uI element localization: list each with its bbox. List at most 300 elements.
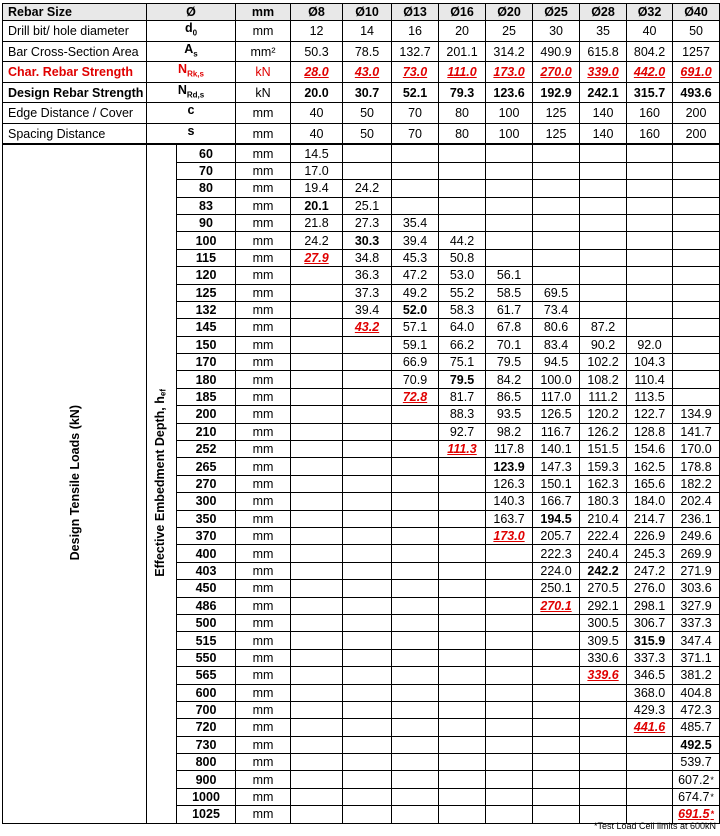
load-value — [580, 667, 627, 684]
load-value — [580, 388, 627, 405]
property-row — [3, 62, 720, 83]
property-unit: mm — [236, 21, 291, 42]
load-value — [291, 180, 343, 197]
property-value: 111.0 — [439, 62, 486, 83]
depth-unit: mm — [236, 423, 291, 440]
load-value-text: 404.8 — [680, 685, 712, 700]
load-value — [343, 771, 392, 788]
load-value — [673, 493, 720, 510]
load-value-text: 347.4 — [680, 633, 712, 648]
load-value — [291, 597, 343, 614]
size-header: Ø13 — [392, 4, 439, 21]
load-value — [627, 458, 673, 475]
embedment-depth: 403 — [177, 562, 236, 579]
load-value — [533, 406, 580, 423]
load-value-text: 87.2 — [590, 320, 616, 335]
property-value: 132.7 — [392, 41, 439, 62]
property-value: 80 — [439, 123, 486, 144]
load-value — [486, 754, 533, 771]
load-value-text: 80.6 — [543, 320, 569, 335]
load-value-text: 276.0 — [633, 581, 666, 596]
load-value — [291, 144, 343, 162]
load-value — [673, 267, 720, 284]
load-value — [343, 336, 392, 353]
load-value — [392, 510, 439, 527]
load-value — [343, 580, 392, 597]
load-value — [533, 806, 580, 823]
load-value — [580, 406, 627, 423]
load-value — [291, 458, 343, 475]
property-value: 1257 — [673, 41, 720, 62]
load-value — [343, 162, 392, 179]
load-value — [392, 162, 439, 179]
load-value — [392, 267, 439, 284]
embedment-depth: 132 — [177, 301, 236, 318]
load-value-text: 126.2 — [587, 424, 619, 439]
property-value: 140 — [580, 123, 627, 144]
load-value — [673, 527, 720, 544]
load-value — [580, 510, 627, 527]
load-value — [291, 667, 343, 684]
load-value — [291, 301, 343, 318]
embedment-depth: 80 — [177, 180, 236, 197]
load-value — [392, 771, 439, 788]
load-value-text: 25.1 — [354, 198, 380, 213]
property-value: 70 — [392, 123, 439, 144]
load-value-text: 55.2 — [449, 285, 475, 300]
load-value — [533, 441, 580, 458]
load-value — [533, 423, 580, 440]
load-value — [627, 580, 673, 597]
load-value-text: 27.9 — [304, 250, 329, 265]
load-value — [343, 423, 392, 440]
symbol-subscript: Rd,s — [186, 90, 205, 100]
load-value — [392, 736, 439, 753]
depth-unit: mm — [236, 701, 291, 718]
load-value — [439, 284, 486, 301]
load-value — [343, 754, 392, 771]
load-value-text: 429.3 — [633, 703, 666, 718]
property-row — [3, 82, 720, 103]
load-value — [343, 701, 392, 718]
load-value-text: 19.4 — [304, 181, 329, 196]
property-symbol — [147, 123, 236, 144]
load-value — [580, 458, 627, 475]
load-value — [533, 580, 580, 597]
load-value-text: 70.1 — [496, 337, 522, 352]
property-value: 73.0 — [392, 62, 439, 83]
load-value — [343, 788, 392, 805]
load-value-text: 607.2 — [678, 772, 710, 787]
embedment-depth: 486 — [177, 597, 236, 614]
load-value — [580, 493, 627, 510]
load-value — [439, 475, 486, 492]
load-value — [392, 649, 439, 666]
embedment-depth: 265 — [177, 458, 236, 475]
load-value — [627, 667, 673, 684]
load-value-text: 108.2 — [587, 372, 619, 387]
load-value — [392, 545, 439, 562]
symbol-letter: s — [187, 123, 195, 138]
load-value — [439, 249, 486, 266]
load-value — [627, 614, 673, 631]
load-value — [627, 423, 673, 440]
load-value-text: 222.4 — [587, 529, 619, 544]
embedment-depth: 900 — [177, 771, 236, 788]
embedment-depth: 120 — [177, 267, 236, 284]
depth-unit: mm — [236, 441, 291, 458]
load-value — [439, 458, 486, 475]
load-value — [580, 354, 627, 371]
load-value — [392, 249, 439, 266]
load-value — [392, 475, 439, 492]
load-value-text: 30.3 — [354, 233, 380, 248]
depth-label-main: Effective Embedment Depth, h — [152, 395, 167, 577]
load-value — [627, 719, 673, 736]
embedment-depth: 565 — [177, 667, 236, 684]
load-value — [673, 736, 720, 753]
load-value-text: 128.8 — [633, 424, 666, 439]
load-value — [439, 788, 486, 805]
load-value-text: 371.1 — [680, 650, 712, 665]
load-value-text: 66.9 — [402, 355, 428, 370]
embedment-depth: 170 — [177, 354, 236, 371]
load-value-text: 236.1 — [680, 511, 712, 526]
load-value — [533, 180, 580, 197]
load-value — [627, 180, 673, 197]
load-value — [580, 267, 627, 284]
load-value — [439, 267, 486, 284]
property-value: 201.1 — [439, 41, 486, 62]
load-value-text: 303.6 — [680, 581, 712, 596]
load-value — [392, 441, 439, 458]
load-value — [673, 301, 720, 318]
depth-unit: mm — [236, 249, 291, 266]
load-value — [673, 458, 720, 475]
load-value — [343, 597, 392, 614]
load-value-text: 47.2 — [402, 268, 428, 283]
load-value — [343, 649, 392, 666]
symbol-subscript: 0 — [192, 28, 198, 38]
load-value — [392, 197, 439, 214]
depth-unit: mm — [236, 614, 291, 631]
load-value — [343, 632, 392, 649]
load-value-text: 117.0 — [540, 390, 572, 405]
load-value — [533, 545, 580, 562]
depth-unit: mm — [236, 771, 291, 788]
load-value-text: 44.2 — [449, 233, 475, 248]
property-value: 14 — [343, 21, 392, 42]
load-value — [343, 284, 392, 301]
load-value — [291, 319, 343, 336]
load-value — [392, 406, 439, 423]
load-value — [533, 684, 580, 701]
depth-label-sub: ef — [158, 388, 168, 396]
load-value — [439, 354, 486, 371]
load-value — [533, 267, 580, 284]
load-value-text: 69.5 — [543, 285, 569, 300]
load-value — [580, 771, 627, 788]
load-value-text: 17.0 — [304, 163, 329, 178]
load-value-text: 116.7 — [540, 424, 572, 439]
load-value — [627, 562, 673, 579]
embedment-depth: 180 — [177, 371, 236, 388]
footnote: *Test Load Cell limits at 600kN — [593, 821, 716, 831]
load-value-text: 134.9 — [680, 407, 712, 422]
load-value — [533, 788, 580, 805]
load-value — [392, 354, 439, 371]
property-value: 804.2 — [627, 41, 673, 62]
load-row — [3, 144, 720, 162]
property-row — [3, 103, 720, 124]
load-value — [673, 545, 720, 562]
property-symbol — [147, 82, 236, 103]
load-value — [673, 423, 720, 440]
load-value — [343, 806, 392, 823]
load-value — [673, 684, 720, 701]
embedment-depth: 700 — [177, 701, 236, 718]
load-value-text: 90.2 — [590, 337, 616, 352]
load-value — [533, 371, 580, 388]
load-value — [439, 597, 486, 614]
symbol-letter: A — [184, 41, 194, 56]
load-value — [627, 510, 673, 527]
property-value: 270.0 — [533, 62, 580, 83]
load-value-text: 36.3 — [354, 268, 380, 283]
property-unit: kN — [236, 82, 291, 103]
load-value-text: 81.7 — [449, 390, 475, 405]
load-value — [673, 649, 720, 666]
size-header: Ø8 — [291, 4, 343, 21]
property-value: 123.6 — [486, 82, 533, 103]
load-value — [673, 441, 720, 458]
load-value — [580, 371, 627, 388]
property-label: Char. Rebar Strength — [3, 62, 147, 83]
load-value — [533, 354, 580, 371]
load-value — [343, 684, 392, 701]
load-value — [486, 197, 533, 214]
property-value: 691.0 — [673, 62, 720, 83]
load-value — [627, 144, 673, 162]
load-value — [673, 214, 720, 231]
property-value: 80 — [439, 103, 486, 124]
load-value — [580, 580, 627, 597]
load-value — [673, 771, 720, 788]
load-value-text: 117.8 — [493, 442, 525, 457]
load-value-text: 270.1 — [540, 598, 572, 613]
load-value — [392, 319, 439, 336]
property-value: 125 — [533, 123, 580, 144]
embedment-depth: 90 — [177, 214, 236, 231]
embedment-depth: 70 — [177, 162, 236, 179]
load-value — [291, 371, 343, 388]
depth-unit: mm — [236, 336, 291, 353]
load-value-text: 151.5 — [587, 442, 619, 457]
load-value — [486, 144, 533, 162]
load-value — [392, 284, 439, 301]
load-value-text: 180.3 — [587, 494, 619, 509]
load-value — [486, 545, 533, 562]
property-value: 52.1 — [392, 82, 439, 103]
property-value: 12 — [291, 21, 343, 42]
load-value-text: 79.5 — [449, 372, 475, 387]
symbol-letter: N — [178, 62, 188, 77]
load-value — [343, 475, 392, 492]
load-value-text: 381.2 — [680, 668, 712, 683]
load-value-text: 111.2 — [588, 390, 618, 405]
load-value-text: 485.7 — [680, 720, 712, 735]
load-value — [533, 719, 580, 736]
load-value — [439, 301, 486, 318]
load-value — [291, 649, 343, 666]
load-value — [533, 284, 580, 301]
property-value: 30 — [533, 21, 580, 42]
load-value — [291, 684, 343, 701]
load-value — [439, 319, 486, 336]
load-value — [291, 736, 343, 753]
load-value — [580, 632, 627, 649]
load-value — [291, 788, 343, 805]
load-value-text: 327.9 — [680, 598, 712, 613]
load-value — [343, 249, 392, 266]
property-value: 314.2 — [486, 41, 533, 62]
load-value-text: 104.3 — [633, 355, 666, 370]
property-value: 125 — [533, 103, 580, 124]
load-value — [291, 336, 343, 353]
embedment-depth: 720 — [177, 719, 236, 736]
load-value — [392, 597, 439, 614]
load-value-text: 21.8 — [304, 216, 329, 231]
load-value-text: 59.1 — [402, 337, 428, 352]
asterisk: * — [710, 792, 714, 803]
depth-unit: mm — [236, 510, 291, 527]
depth-unit: mm — [236, 458, 291, 475]
depth-unit: mm — [236, 388, 291, 405]
load-value-text: 315.9 — [633, 633, 666, 648]
load-value — [533, 771, 580, 788]
load-value — [439, 580, 486, 597]
load-value — [673, 510, 720, 527]
load-value — [291, 441, 343, 458]
embedment-depth: 350 — [177, 510, 236, 527]
embedment-depth: 730 — [177, 736, 236, 753]
load-value-text: 57.1 — [402, 320, 428, 335]
load-value-text: 194.5 — [540, 511, 572, 526]
load-value — [673, 249, 720, 266]
load-value-text: 50.8 — [449, 250, 475, 265]
load-value-text: 73.4 — [543, 303, 569, 318]
property-value: 16 — [392, 21, 439, 42]
load-value — [439, 336, 486, 353]
load-value-text: 58.3 — [449, 303, 475, 318]
load-value — [486, 614, 533, 631]
load-value — [673, 336, 720, 353]
load-value — [439, 684, 486, 701]
property-value: 40 — [291, 103, 343, 124]
property-symbol — [147, 62, 236, 83]
load-value — [486, 162, 533, 179]
load-value — [627, 754, 673, 771]
load-value-text: 98.2 — [496, 424, 522, 439]
asterisk: * — [710, 774, 714, 785]
size-header: Ø28 — [580, 4, 627, 21]
load-value — [343, 527, 392, 544]
property-label: Bar Cross-Section Area — [3, 41, 147, 62]
load-value — [533, 649, 580, 666]
load-value-text: 492.5 — [680, 737, 712, 752]
embedment-depth: 270 — [177, 475, 236, 492]
load-value-text: 245.3 — [633, 546, 666, 561]
load-value — [439, 493, 486, 510]
load-value-text: 247.2 — [633, 563, 666, 578]
symbol-header: Ø — [147, 4, 236, 21]
property-label: Drill bit/ hole diameter — [3, 21, 147, 42]
load-value — [486, 667, 533, 684]
load-value-text: 472.3 — [680, 703, 712, 718]
load-value — [392, 719, 439, 736]
property-value: 35 — [580, 21, 627, 42]
load-value — [291, 771, 343, 788]
load-value — [439, 423, 486, 440]
load-value-text: 339.6 — [587, 668, 619, 683]
loads-axis-label — [3, 144, 147, 823]
load-value-text: 441.6 — [633, 720, 666, 735]
load-value — [533, 162, 580, 179]
load-value-text: 100.0 — [540, 372, 572, 387]
load-value-text: 70.9 — [402, 372, 428, 387]
load-value — [627, 336, 673, 353]
load-value — [627, 736, 673, 753]
load-value — [486, 249, 533, 266]
load-value-text: 173.0 — [493, 529, 525, 544]
load-value — [486, 806, 533, 823]
load-value-text: 250.1 — [540, 581, 572, 596]
embedment-depth: 400 — [177, 545, 236, 562]
load-value-text: 53.0 — [449, 268, 475, 283]
load-value — [291, 580, 343, 597]
loads-label-text: Design Tensile Loads (kN) — [67, 404, 82, 561]
load-value-text: 45.3 — [402, 250, 428, 265]
load-value-text: 292.1 — [587, 598, 619, 613]
load-value — [343, 667, 392, 684]
load-value-text: 86.5 — [496, 390, 522, 405]
load-value — [580, 719, 627, 736]
load-value — [291, 701, 343, 718]
load-value — [580, 284, 627, 301]
load-value-text: 52.0 — [402, 303, 428, 318]
property-value: 50 — [673, 21, 720, 42]
load-value — [627, 597, 673, 614]
load-value — [533, 754, 580, 771]
load-value — [291, 267, 343, 284]
load-value — [343, 214, 392, 231]
depth-unit: mm — [236, 319, 291, 336]
property-value: 160 — [627, 103, 673, 124]
depth-unit: mm — [236, 719, 291, 736]
load-value — [486, 684, 533, 701]
load-value — [533, 214, 580, 231]
load-value — [627, 301, 673, 318]
load-value-text: 300.5 — [587, 616, 619, 631]
depth-unit: mm — [236, 197, 291, 214]
load-value — [343, 545, 392, 562]
load-value — [439, 754, 486, 771]
depth-unit: mm — [236, 597, 291, 614]
property-value: 315.7 — [627, 82, 673, 103]
property-value: 615.8 — [580, 41, 627, 62]
load-value — [580, 788, 627, 805]
load-value-text: 113.5 — [634, 390, 665, 405]
